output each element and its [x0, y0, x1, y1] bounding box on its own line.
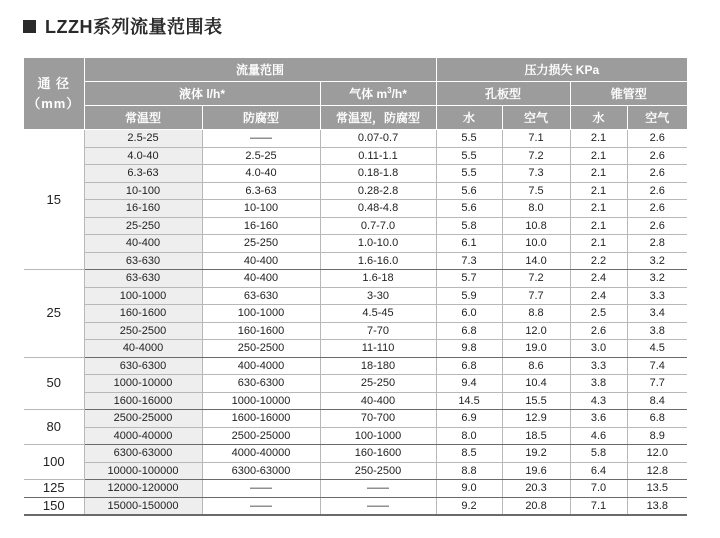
cone-air-cell: 2.6	[627, 147, 687, 165]
normal-temp-cell: 16-160	[84, 200, 202, 218]
gas-cell: 25-250	[320, 375, 436, 393]
gas-cell: ——	[320, 497, 436, 515]
cone-water-cell: 2.1	[570, 147, 627, 165]
anticorrosion-cell: 2500-25000	[202, 427, 320, 445]
cone-air-cell: 6.8	[627, 410, 687, 428]
anticorrosion-cell: 2.5-25	[202, 147, 320, 165]
orifice-water-header: 水	[436, 106, 502, 130]
cone-air-cell: 2.6	[627, 200, 687, 218]
anticorrosion-cell: ——	[202, 130, 320, 148]
anticorrosion-cell: 1000-10000	[202, 392, 320, 410]
orifice-air-cell: 7.1	[502, 130, 570, 148]
gas-cell: 70-700	[320, 410, 436, 428]
orifice-water-cell: 5.5	[436, 165, 502, 183]
gas-types-header: 常温型，防腐型	[320, 106, 436, 130]
table-row	[24, 462, 687, 480]
anticorrosion-cell: 10-100	[202, 200, 320, 218]
normal-temp-cell: 40-400	[84, 235, 202, 253]
anticorrosion-cell: 4000-40000	[202, 445, 320, 463]
normal-temp-cell: 2500-25000	[84, 410, 202, 428]
flow-range-header: 流量范围	[84, 58, 436, 82]
cone-header: 锥管型	[570, 82, 687, 106]
normal-temp-cell: 15000-150000	[84, 497, 202, 515]
cone-water-cell: 4.3	[570, 392, 627, 410]
table-row	[24, 217, 687, 235]
cone-air-header: 空气	[627, 106, 687, 130]
table-row	[24, 130, 687, 148]
orifice-water-cell: 8.8	[436, 462, 502, 480]
orifice-air-cell: 7.2	[502, 270, 570, 288]
cone-air-cell: 4.5	[627, 340, 687, 358]
cone-air-cell: 8.9	[627, 427, 687, 445]
gas-cell: 0.28-2.8	[320, 182, 436, 200]
orifice-water-cell: 8.0	[436, 427, 502, 445]
header-row-1	[24, 58, 687, 82]
orifice-water-cell: 8.5	[436, 445, 502, 463]
orifice-water-cell: 5.5	[436, 130, 502, 148]
gas-cell: 160-1600	[320, 445, 436, 463]
gas-cell: ——	[320, 480, 436, 498]
normal-temp-cell: 63-630	[84, 270, 202, 288]
table-row	[24, 357, 687, 375]
cone-water-cell: 2.1	[570, 200, 627, 218]
table-row	[24, 340, 687, 358]
orifice-air-cell: 19.6	[502, 462, 570, 480]
gas-cell: 11-110	[320, 340, 436, 358]
gas-header	[320, 82, 436, 106]
dn-cell: 80	[24, 410, 84, 445]
gas-header-sup: 3	[387, 86, 392, 95]
cone-water-cell: 2.4	[570, 270, 627, 288]
gas-cell: 1.6-16.0	[320, 252, 436, 270]
orifice-air-cell: 12.0	[502, 322, 570, 340]
orifice-air-cell: 7.7	[502, 287, 570, 305]
cone-water-cell: 2.1	[570, 235, 627, 253]
anticorrosion-header: 防腐型	[202, 106, 320, 130]
orifice-air-cell: 8.6	[502, 357, 570, 375]
gas-cell: 40-400	[320, 392, 436, 410]
cone-air-cell: 7.4	[627, 357, 687, 375]
table-header	[24, 58, 687, 130]
cone-air-cell: 13.5	[627, 480, 687, 498]
gas-cell: 18-180	[320, 357, 436, 375]
table-row	[24, 305, 687, 323]
cone-water-cell: 3.6	[570, 410, 627, 428]
orifice-water-cell: 9.2	[436, 497, 502, 515]
orifice-air-cell: 7.5	[502, 182, 570, 200]
orifice-water-cell: 6.9	[436, 410, 502, 428]
dn-cell: 100	[24, 445, 84, 480]
gas-cell: 0.11-1.1	[320, 147, 436, 165]
gas-cell: 7-70	[320, 322, 436, 340]
table-row	[24, 427, 687, 445]
cone-water-header: 水	[570, 106, 627, 130]
normal-temp-cell: 4000-40000	[84, 427, 202, 445]
orifice-water-cell: 6.8	[436, 357, 502, 375]
orifice-air-cell: 14.0	[502, 252, 570, 270]
table-row	[24, 445, 687, 463]
orifice-water-cell: 9.8	[436, 340, 502, 358]
orifice-air-cell: 12.9	[502, 410, 570, 428]
table-row	[24, 270, 687, 288]
orifice-air-cell: 10.4	[502, 375, 570, 393]
normal-temp-cell: 25-250	[84, 217, 202, 235]
gas-cell: 1.6-18	[320, 270, 436, 288]
cone-air-cell: 2.6	[627, 217, 687, 235]
normal-temp-cell: 250-2500	[84, 322, 202, 340]
title-square-icon	[23, 20, 36, 33]
normal-temp-cell: 40-4000	[84, 340, 202, 358]
anticorrosion-cell: 16-160	[202, 217, 320, 235]
table-row	[24, 287, 687, 305]
cone-water-cell: 2.2	[570, 252, 627, 270]
cone-air-cell: 2.6	[627, 165, 687, 183]
gas-cell: 100-1000	[320, 427, 436, 445]
cone-water-cell: 7.0	[570, 480, 627, 498]
cone-air-cell: 3.2	[627, 270, 687, 288]
table-row	[24, 497, 687, 515]
cone-air-cell: 12.8	[627, 462, 687, 480]
anticorrosion-cell: 160-1600	[202, 322, 320, 340]
table-row	[24, 235, 687, 253]
orifice-water-cell: 5.6	[436, 182, 502, 200]
cone-air-cell: 3.2	[627, 252, 687, 270]
cone-water-cell: 6.4	[570, 462, 627, 480]
table-row	[24, 322, 687, 340]
orifice-air-cell: 7.3	[502, 165, 570, 183]
orifice-air-cell: 15.5	[502, 392, 570, 410]
orifice-air-cell: 18.5	[502, 427, 570, 445]
table-row	[24, 165, 687, 183]
cone-air-cell: 8.4	[627, 392, 687, 410]
orifice-air-header: 空气	[502, 106, 570, 130]
header-row-3	[24, 106, 687, 130]
orifice-air-cell: 10.0	[502, 235, 570, 253]
table-row	[24, 182, 687, 200]
normal-temp-cell: 1600-16000	[84, 392, 202, 410]
cone-water-cell: 2.5	[570, 305, 627, 323]
cone-water-cell: 3.8	[570, 375, 627, 393]
anticorrosion-cell: 250-2500	[202, 340, 320, 358]
orifice-water-cell: 6.0	[436, 305, 502, 323]
table-body	[24, 130, 687, 516]
cone-water-cell: 7.1	[570, 497, 627, 515]
dn-cell: 50	[24, 357, 84, 410]
table-row	[24, 147, 687, 165]
table-row	[24, 200, 687, 218]
cone-water-cell: 2.1	[570, 165, 627, 183]
cone-water-cell: 4.6	[570, 427, 627, 445]
anticorrosion-cell: 25-250	[202, 235, 320, 253]
page-title: LZZH系列流量范围表	[45, 17, 223, 37]
cone-water-cell: 3.0	[570, 340, 627, 358]
normal-temp-cell: 100-1000	[84, 287, 202, 305]
pressure-loss-header: 压力损失 KPa	[436, 58, 687, 82]
gas-cell: 4.5-45	[320, 305, 436, 323]
dn-cell: 15	[24, 130, 84, 270]
normal-temp-header: 常温型	[84, 106, 202, 130]
cone-water-cell: 2.4	[570, 287, 627, 305]
cone-water-cell: 2.1	[570, 182, 627, 200]
dn-cell: 125	[24, 480, 84, 498]
cone-water-cell: 2.1	[570, 217, 627, 235]
anticorrosion-cell: ——	[202, 480, 320, 498]
orifice-air-cell: 8.0	[502, 200, 570, 218]
table-row	[24, 392, 687, 410]
cone-air-cell: 3.3	[627, 287, 687, 305]
cone-air-cell: 13.8	[627, 497, 687, 515]
anticorrosion-cell: 40-400	[202, 252, 320, 270]
orifice-air-cell: 7.2	[502, 147, 570, 165]
anticorrosion-cell: 1600-16000	[202, 410, 320, 428]
cone-water-cell: 3.3	[570, 357, 627, 375]
cone-air-cell: 3.4	[627, 305, 687, 323]
cone-air-cell: 12.0	[627, 445, 687, 463]
normal-temp-cell: 6300-63000	[84, 445, 202, 463]
page-title-row	[23, 14, 222, 38]
cone-air-cell: 2.6	[627, 182, 687, 200]
orifice-water-cell: 7.3	[436, 252, 502, 270]
anticorrosion-cell: 100-1000	[202, 305, 320, 323]
dn-cell: 25	[24, 270, 84, 358]
gas-cell: 0.48-4.8	[320, 200, 436, 218]
table-row	[24, 252, 687, 270]
orifice-water-cell: 6.8	[436, 322, 502, 340]
table-row	[24, 480, 687, 498]
dn-cell: 150	[24, 497, 84, 515]
dn-header-line1: 通 径	[37, 75, 71, 91]
cone-water-cell: 5.8	[570, 445, 627, 463]
orifice-water-cell: 5.9	[436, 287, 502, 305]
orifice-water-cell: 5.8	[436, 217, 502, 235]
header-row-2	[24, 82, 687, 106]
gas-cell: 1.0-10.0	[320, 235, 436, 253]
table-row	[24, 375, 687, 393]
orifice-water-cell: 9.4	[436, 375, 502, 393]
orifice-air-cell: 8.8	[502, 305, 570, 323]
orifice-water-cell: 9.0	[436, 480, 502, 498]
cone-air-cell: 2.8	[627, 235, 687, 253]
gas-header-prefix: 气体 m	[349, 87, 388, 101]
gas-header-suffix: /h*	[391, 87, 407, 101]
orifice-air-cell: 10.8	[502, 217, 570, 235]
anticorrosion-cell: 630-6300	[202, 375, 320, 393]
normal-temp-cell: 1000-10000	[84, 375, 202, 393]
flow-range-table	[24, 58, 687, 516]
normal-temp-cell: 10-100	[84, 182, 202, 200]
orifice-water-cell: 14.5	[436, 392, 502, 410]
normal-temp-cell: 63-630	[84, 252, 202, 270]
anticorrosion-cell: 400-4000	[202, 357, 320, 375]
cone-air-cell: 3.8	[627, 322, 687, 340]
gas-cell: 3-30	[320, 287, 436, 305]
normal-temp-cell: 630-6300	[84, 357, 202, 375]
cone-air-cell: 7.7	[627, 375, 687, 393]
normal-temp-cell: 6.3-63	[84, 165, 202, 183]
gas-cell: 250-2500	[320, 462, 436, 480]
orifice-air-cell: 19.0	[502, 340, 570, 358]
anticorrosion-cell: 40-400	[202, 270, 320, 288]
normal-temp-cell: 2.5-25	[84, 130, 202, 148]
orifice-water-cell: 6.1	[436, 235, 502, 253]
normal-temp-cell: 12000-120000	[84, 480, 202, 498]
gas-cell: 0.18-1.8	[320, 165, 436, 183]
orifice-water-cell: 5.7	[436, 270, 502, 288]
table-row	[24, 410, 687, 428]
normal-temp-cell: 10000-100000	[84, 462, 202, 480]
orifice-air-cell: 19.2	[502, 445, 570, 463]
cone-water-cell: 2.6	[570, 322, 627, 340]
orifice-water-cell: 5.6	[436, 200, 502, 218]
normal-temp-cell: 4.0-40	[84, 147, 202, 165]
anticorrosion-cell: 6300-63000	[202, 462, 320, 480]
dn-header	[24, 58, 84, 130]
orifice-water-cell: 5.5	[436, 147, 502, 165]
anticorrosion-cell: 4.0-40	[202, 165, 320, 183]
anticorrosion-cell: 63-630	[202, 287, 320, 305]
gas-cell: 0.07-0.7	[320, 130, 436, 148]
cone-air-cell: 2.6	[627, 130, 687, 148]
gas-cell: 0.7-7.0	[320, 217, 436, 235]
orifice-air-cell: 20.3	[502, 480, 570, 498]
cone-water-cell: 2.1	[570, 130, 627, 148]
anticorrosion-cell: ——	[202, 497, 320, 515]
orifice-header: 孔板型	[436, 82, 570, 106]
normal-temp-cell: 160-1600	[84, 305, 202, 323]
dn-header-line2: （mm）	[27, 95, 81, 111]
anticorrosion-cell: 6.3-63	[202, 182, 320, 200]
liquid-header: 液体 l/h*	[84, 82, 320, 106]
orifice-air-cell: 20.8	[502, 497, 570, 515]
